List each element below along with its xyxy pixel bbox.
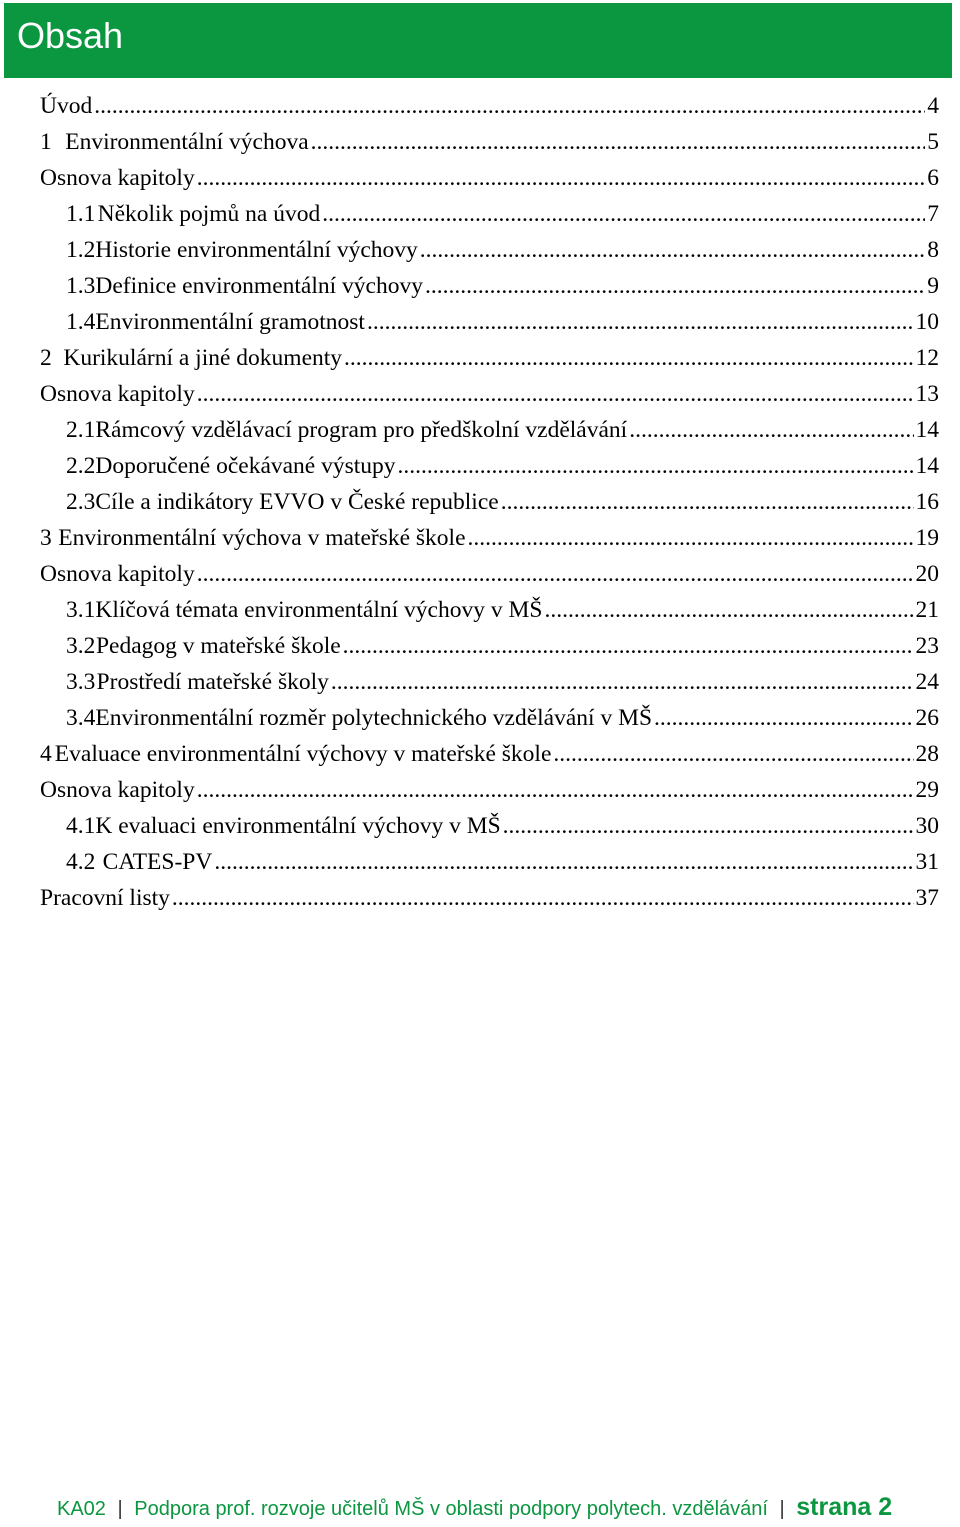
toc-leader <box>553 736 913 772</box>
toc-entry-page: 29 <box>915 777 939 803</box>
toc-entry-page: 5 <box>927 129 939 155</box>
toc-entry[interactable] <box>40 700 939 736</box>
toc-entry-page: 26 <box>915 705 939 731</box>
toc-entry[interactable] <box>40 196 939 232</box>
toc-leader <box>214 844 913 880</box>
footer-separator: | <box>779 1498 785 1520</box>
toc-entry[interactable] <box>40 376 939 412</box>
toc-entry-page: 10 <box>915 309 939 335</box>
toc-entry[interactable] <box>40 736 939 772</box>
toc-entry-page: 6 <box>927 165 939 191</box>
toc-entry-number: 3.2 <box>66 633 96 659</box>
toc-entry-page: 30 <box>915 813 939 839</box>
toc-entry[interactable] <box>40 88 939 124</box>
toc-entry-label: Několik pojmů na úvod <box>97 201 321 227</box>
toc-entry-page: 37 <box>915 885 939 911</box>
toc-leader <box>322 196 925 232</box>
toc-entry[interactable] <box>40 448 939 484</box>
toc-leader <box>501 484 914 520</box>
toc-entry[interactable] <box>40 304 939 340</box>
toc-entry[interactable] <box>40 664 939 700</box>
toc-leader <box>172 880 914 916</box>
toc-entry[interactable] <box>40 160 939 196</box>
toc-entry-number: 2.3 <box>66 489 96 515</box>
toc-entry-number: 3.3 <box>66 669 96 695</box>
toc-entry-label: Evaluace environmentální výchovy v mateřské škole <box>54 741 552 767</box>
toc-entry[interactable] <box>40 268 939 304</box>
toc-entry-label: Rámcový vzdělávací program pro předškolní vzdělávání <box>95 417 628 443</box>
toc-entry[interactable] <box>40 412 939 448</box>
toc-entry-number: 2.1 <box>66 417 96 443</box>
toc-entry-label: Pracovní listy <box>40 885 170 911</box>
toc-entry-label: Osnova kapitoly <box>40 777 195 803</box>
toc-entry-number: 4 <box>40 741 52 767</box>
toc-entry-label: K evaluaci environmentální výchovy v MŠ <box>95 813 501 839</box>
toc-entry[interactable] <box>40 628 939 664</box>
toc-entry-label: Pedagog v mateřské škole <box>95 633 341 659</box>
table-of-contents <box>40 88 939 916</box>
toc-entry-number: 3.4 <box>66 705 96 731</box>
toc-leader <box>420 232 925 268</box>
toc-leader <box>197 376 914 412</box>
page-number: strana 2 <box>796 1493 893 1521</box>
toc-leader <box>343 628 914 664</box>
toc-leader <box>425 268 925 304</box>
toc-entry-label: CATES-PV <box>102 849 213 875</box>
toc-entry-page: 21 <box>915 597 939 623</box>
toc-entry-label: Environmentální výchova v mateřské škole <box>58 525 466 551</box>
toc-leader <box>311 124 926 160</box>
toc-entry-page: 7 <box>927 201 939 227</box>
toc-entry-page: 28 <box>915 741 939 767</box>
header-bar <box>4 3 952 78</box>
toc-entry[interactable] <box>40 340 939 376</box>
toc-entry[interactable] <box>40 772 939 808</box>
toc-leader <box>197 160 926 196</box>
toc-entry-label: Environmentální rozměr polytechnického vzdělávání v MŠ <box>95 705 653 731</box>
toc-entry-page: 13 <box>915 381 939 407</box>
toc-leader <box>367 304 914 340</box>
toc-entry-label: Environmentální gramotnost <box>95 309 365 335</box>
toc-leader <box>344 340 913 376</box>
toc-entry-label: Osnova kapitoly <box>40 165 195 191</box>
toc-entry-label: Environmentální výchova <box>65 129 309 155</box>
toc-entry[interactable] <box>40 844 939 880</box>
toc-entry-number: 4.1 <box>66 813 96 839</box>
page-footer <box>57 1490 942 1526</box>
footer-project: Podpora prof. rozvoje učitelů MŠ v oblasti podpory polytech. vzdělávání <box>134 1498 768 1520</box>
toc-leader <box>331 664 914 700</box>
toc-entry[interactable] <box>40 124 939 160</box>
toc-entry-number: 3 <box>40 525 52 551</box>
toc-entry-label: Klíčová témata environmentální výchovy v MŠ <box>95 597 543 623</box>
toc-leader <box>94 88 925 124</box>
footer-separator: | <box>117 1498 123 1520</box>
toc-entry[interactable] <box>40 556 939 592</box>
toc-entry-label: Cíle a indikátory EVVO v České republice <box>95 489 499 515</box>
footer-code: KA02 <box>57 1498 106 1520</box>
page-title: Obsah <box>17 15 124 56</box>
toc-entry-page: 9 <box>927 273 939 299</box>
toc-entry-page: 12 <box>915 345 939 371</box>
toc-leader <box>544 592 913 628</box>
toc-entry-page: 14 <box>915 417 939 443</box>
toc-entry-page: 19 <box>915 525 939 551</box>
toc-entry-number: 2.2 <box>66 453 96 479</box>
toc-leader <box>197 772 914 808</box>
toc-entry[interactable] <box>40 484 939 520</box>
toc-entry[interactable] <box>40 232 939 268</box>
toc-entry-number: 1.3 <box>66 273 96 299</box>
toc-entry-label: Úvod <box>40 93 93 119</box>
toc-entry[interactable] <box>40 520 939 556</box>
toc-entry[interactable] <box>40 880 939 916</box>
toc-entry[interactable] <box>40 592 939 628</box>
toc-entry-number: 1.2 <box>66 237 96 263</box>
toc-entry-number: 3.1 <box>66 597 96 623</box>
toc-entry-page: 16 <box>915 489 939 515</box>
toc-entry-number: 2 <box>40 345 52 371</box>
toc-entry-number: 1.1 <box>66 201 96 227</box>
toc-entry-number: 4.2 <box>66 849 96 875</box>
toc-entry-label: Kurikulární a jiné dokumenty <box>63 345 343 371</box>
toc-entry[interactable] <box>40 808 939 844</box>
toc-entry-label: Historie environmentální výchovy <box>95 237 418 263</box>
toc-entry-label: Doporučené očekávané výstupy <box>95 453 396 479</box>
toc-leader <box>654 700 913 736</box>
toc-entry-label: Osnova kapitoly <box>40 381 195 407</box>
toc-entry-number: 1.4 <box>66 309 96 335</box>
toc-entry-page: 20 <box>915 561 939 587</box>
toc-entry-page: 4 <box>927 93 939 119</box>
toc-entry-page: 24 <box>915 669 939 695</box>
toc-leader <box>503 808 914 844</box>
toc-entry-page: 23 <box>915 633 939 659</box>
toc-entry-page: 8 <box>927 237 939 263</box>
toc-leader <box>197 556 914 592</box>
toc-leader <box>629 412 913 448</box>
toc-leader <box>398 448 914 484</box>
toc-entry-page: 14 <box>915 453 939 479</box>
toc-entry-label: Prostředí mateřské školy <box>96 669 329 695</box>
toc-entry-page: 31 <box>915 849 939 875</box>
toc-entry-label: Osnova kapitoly <box>40 561 195 587</box>
toc-entry-label: Definice environmentální výchovy <box>95 273 423 299</box>
toc-leader <box>468 520 914 556</box>
toc-entry-number: 1 <box>40 129 52 155</box>
